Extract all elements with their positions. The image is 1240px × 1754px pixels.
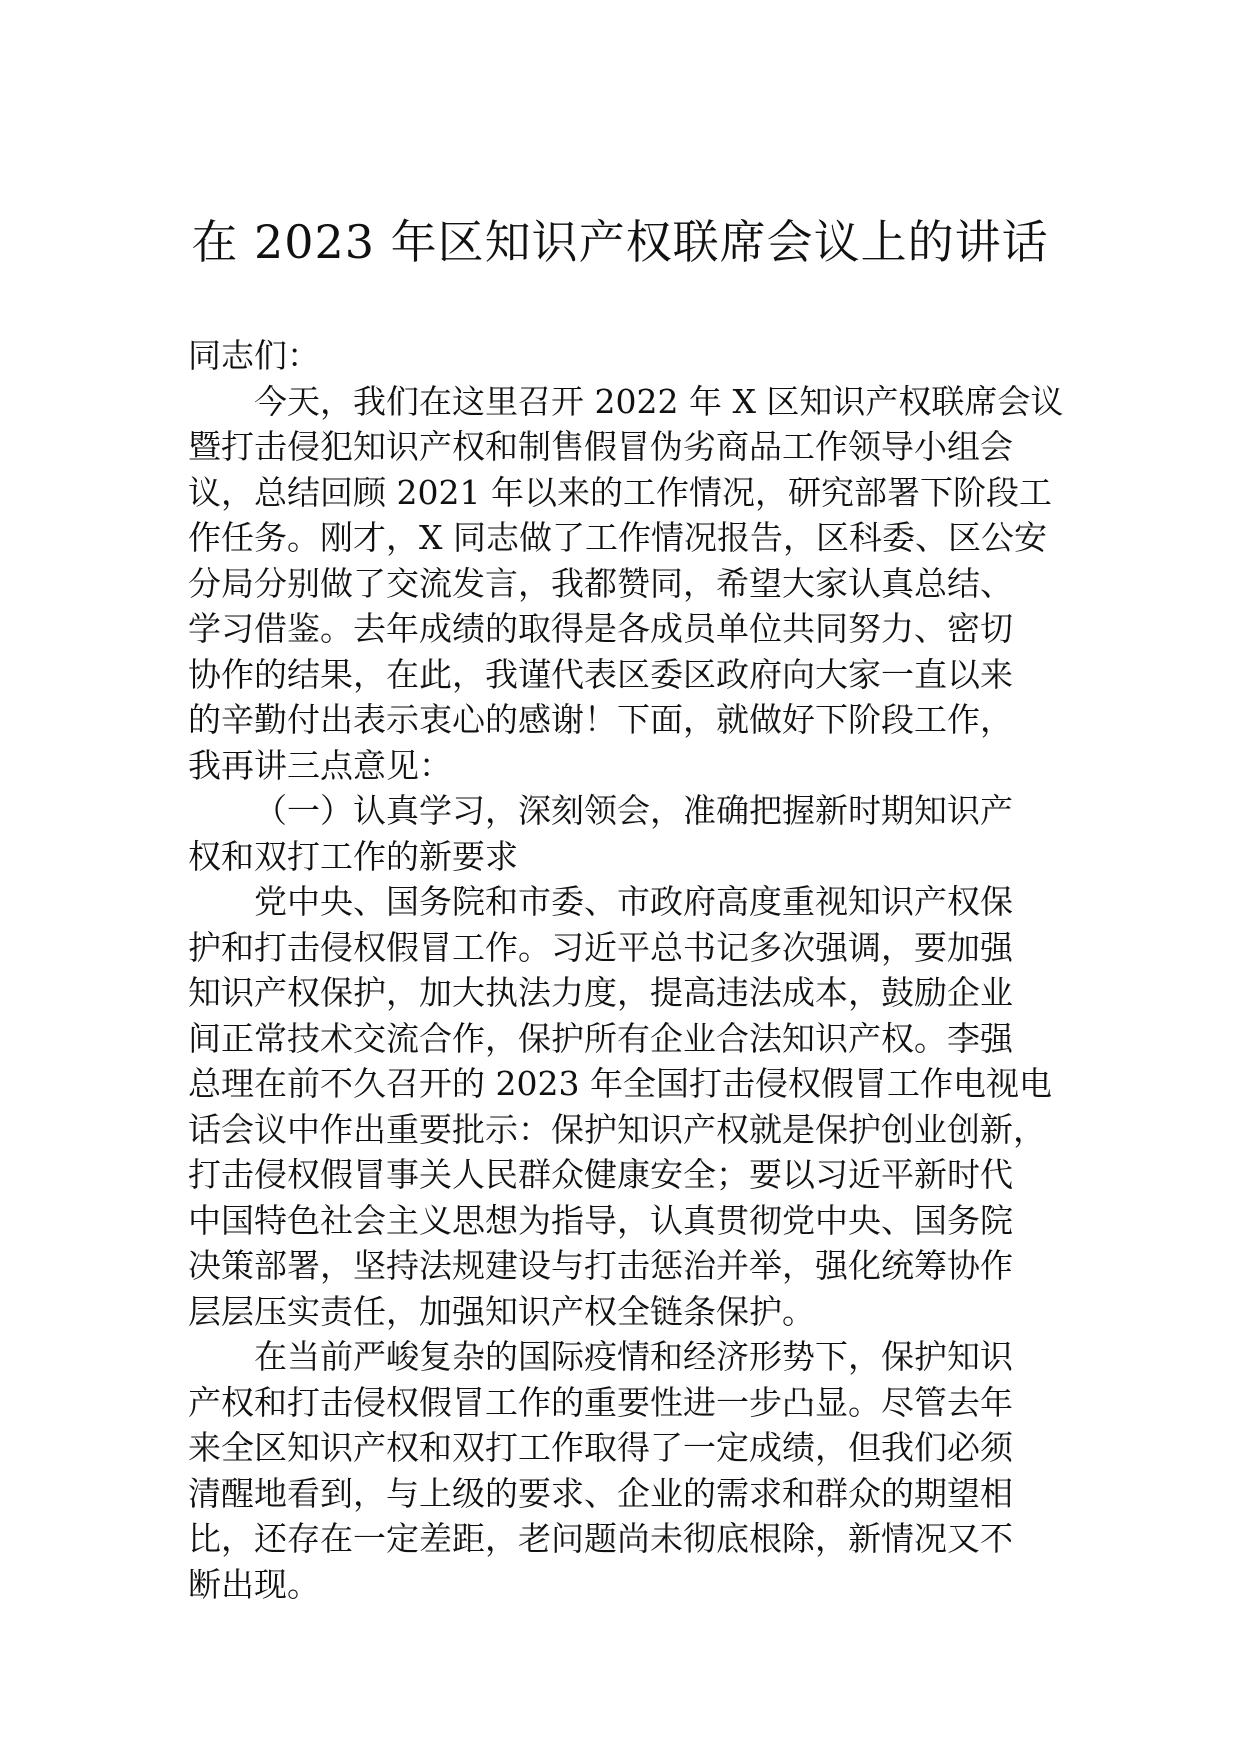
text-line: 总理在前不久召开的 2023 年全国打击侵权假冒工作电视电 [188, 1064, 1052, 1103]
text-line: 暨打击侵犯知识产权和制售假冒伪劣商品工作领导小组会 [188, 427, 1013, 466]
text-line: 作任务。刚才，X 同志做了工作情况报告，区科委、区公安 [188, 518, 1047, 557]
text-line: 来全区知识产权和双打工作取得了一定成绩，但我们必须 [188, 1428, 1013, 1467]
document-title: 在 2023 年区知识产权联席会议上的讲话 [191, 215, 1049, 269]
text-line: 护和打击侵权假冒工作。习近平总书记多次强调，要加强 [188, 927, 1013, 967]
text-line: 打击侵权假冒事关人民群众健康安全；要以习近平新时代 [188, 1155, 1013, 1194]
text-line: 权和双打工作的新要求 [188, 836, 518, 876]
text-line: 今天，我们在这里召开 2022 年 X 区知识产权联席会议 [254, 381, 1064, 421]
text-line: 我再讲三点意见： [188, 745, 452, 785]
text-line: 协作的结果，在此，我谨代表区委区政府向大家一直以来 [188, 654, 1013, 694]
document-body [188, 333, 1088, 1607]
text-line: 知识产权保护，加大执法力度，提高违法成本，鼓励企业 [188, 973, 1013, 1012]
text-line: 同志们： [188, 336, 320, 375]
text-line: 断出现。 [188, 1564, 320, 1604]
text-line: 决策部署，坚持法规建设与打击惩治并举，强化统筹协作 [188, 1246, 1013, 1285]
text-line: 产权和打击侵权假冒工作的重要性进一步凸显。尽管去年 [188, 1382, 1013, 1422]
text-line: （一）认真学习，深刻领会，准确把握新时期知识产 [254, 791, 1013, 830]
text-line: 话会议中作出重要批示：保护知识产权就是保护创业创新， [188, 1109, 1046, 1149]
text-line: 议，总结回顾 2021 年以来的工作情况，研究部署下阶段工 [188, 472, 1052, 512]
text-line: 的辛勤付出表示衷心的感谢！下面，就做好下阶段工作， [188, 700, 1013, 739]
text-line: 分局分别做了交流发言，我都赞同，希望大家认真总结、 [188, 563, 1013, 603]
text-line: 党中央、国务院和市委、市政府高度重视知识产权保 [254, 882, 1013, 921]
text-line: 在当前严峻复杂的国际疫情和经济形势下，保护知识 [254, 1337, 1013, 1376]
text-line: 学习借鉴。去年成绩的取得是各成员单位共同努力、密切 [188, 609, 1013, 648]
text-line: 层层压实责任，加强知识产权全链条保护。 [188, 1291, 815, 1331]
text-line: 间正常技术交流合作，保护所有企业合法知识产权。李强 [188, 1018, 1013, 1058]
text-line: 中国特色社会主义思想为指导，认真贯彻党中央、国务院 [188, 1200, 1013, 1240]
text-line: 比，还存在一定差距，老问题尚未彻底根除，新情况又不 [188, 1519, 1013, 1558]
text-line: 清醒地看到，与上级的要求、企业的需求和群众的期望相 [188, 1473, 1013, 1513]
